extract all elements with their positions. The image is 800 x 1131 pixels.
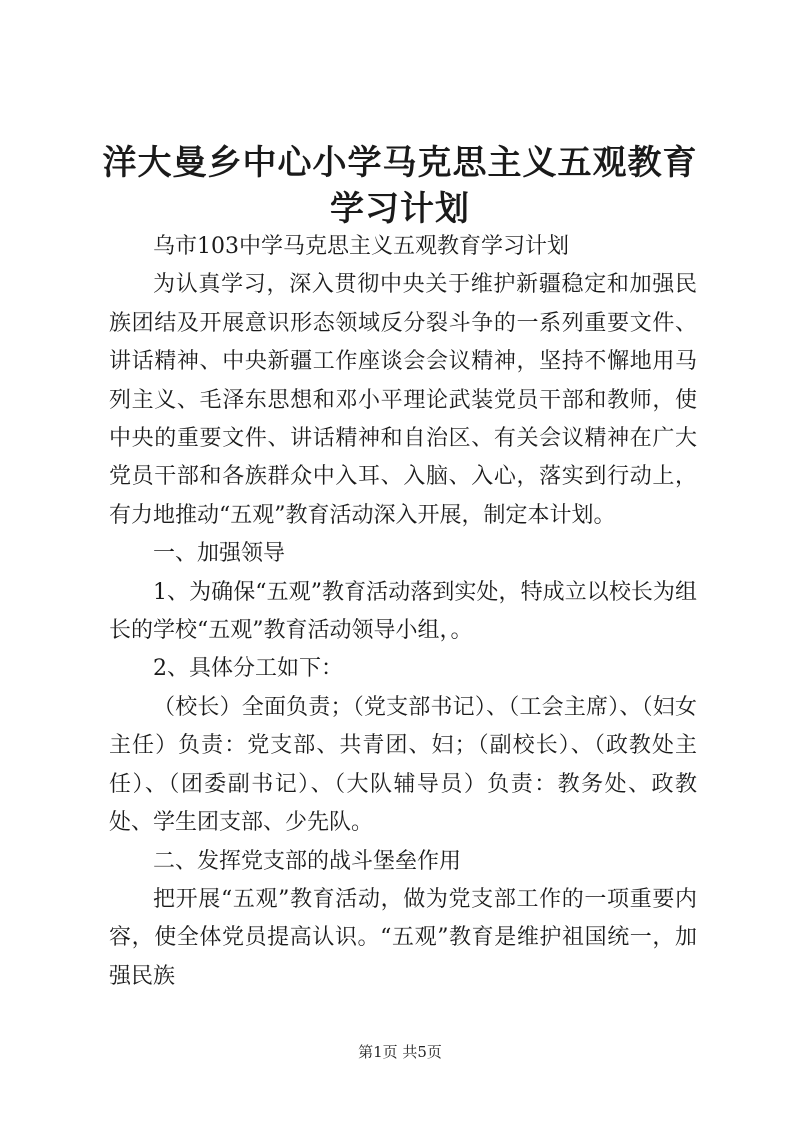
page-footer: 第1页 共5页 (358, 1043, 442, 1061)
document-title: 洋大曼乡中心小学马克思主义五观教育学习计划 (102, 143, 698, 229)
section-heading-leadership: 一、加强领导 (153, 541, 286, 567)
division-of-labor-paragraph: （校长）全面负责；（党支部书记）、（工会主席）、（妇女主任）负责：党支部、共青团、妇；（副校长）、（政教处主任）、（团委副书记）、（大队辅导员）负责：教务处、政教处、学生团支部、少先队。 (109, 694, 697, 836)
leadership-item-1: 1、为确保“五观”教育活动落到实处，特成立以校长为组长的学校“五观”教育活动领导小组，。 (109, 579, 697, 644)
document-body (109, 228, 697, 996)
leadership-item-2: 2、具体分工如下： (153, 656, 343, 682)
section-heading-party-branch: 二、发挥党支部的战斗堡垒作用 (153, 848, 462, 874)
party-branch-paragraph: 把开展“五观”教育活动，做为党支部工作的一项重要内容，使全体党员提高认识。“五观”教育是维护祖国统一，加强民族 (109, 886, 697, 989)
subtitle-paragraph: 乌市103中学马克思主义五观教育学习计划 (153, 234, 569, 259)
intro-paragraph: 为认真学习，深入贯彻中央关于维护新疆稳定和加强民族团结及开展意识形态领域反分裂斗争的一系列重要文件、讲话精神、中央新疆工作座谈会会议精神，坚持不懈地用马列主义、毛泽东思想和邓小平理论武装党员干部和教师，使中央的重要文件、讲话精神和自治区、有关会议精神在广大党员干部和各族群众中入耳、入脑、入心，落实到行动上，有力地推动“五观”教育活动深入开展，制定本计划。 (109, 272, 697, 528)
